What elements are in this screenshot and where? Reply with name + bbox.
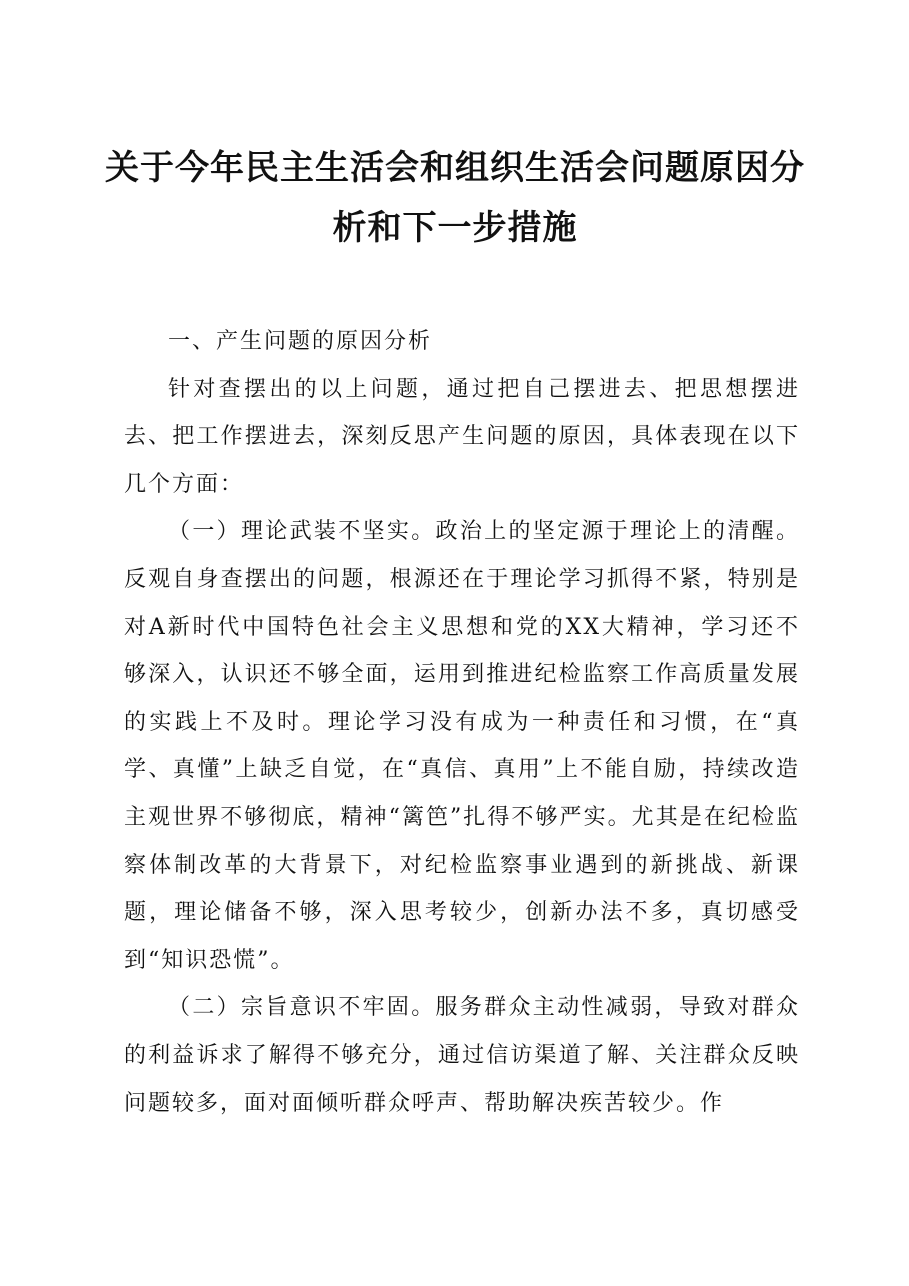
- document-title: 关于今年民主生活会和组织生活会问题原因分析和下一步措施: [105, 148, 805, 248]
- document-body: [124, 318, 800, 1127]
- paragraph: 针对查摆出的以上问题，通过把自己摆进去、把思想摆进去、把工作摆进去，深刻反思产生问题的原因，具体表现在以下几个方面：: [124, 376, 800, 497]
- section-heading: 一、产生问题的原因分析: [168, 329, 433, 354]
- paragraph: （一）理论武装不坚实。政治上的坚定源于理论上的清醒。反观自身查摆出的问题，根源还在于理论学习抓得不紧，特别是对A新时代中国特色社会主义思想和党的XX大精神，学习还不够深入，认识还不够全面，运用到推进纪检监察工作高质量发展的实践上不及时。理论学习没有成为一种责任和习惯，在“真学、真懂”上缺乏自觉，在“真信、真用”上不能自励，持续改造主观世界不够彻底，精神“篱笆”扎得不够严实。尤其是在纪检监察体制改革的大背景下，对纪检监察事业遇到的新挑战、新课题，理论储备不够，深入思考较少，创新办法不多，真切感受到“知识恐慌”。: [124, 519, 800, 973]
- paragraph: （二）宗旨意识不牢固。服务群众主动性减弱，导致对群众的利益诉求了解得不够充分，通过信访渠道了解、关注群众反映问题较多，面对面倾听群众呼声、帮助解决疾苦较少。作: [124, 995, 800, 1116]
